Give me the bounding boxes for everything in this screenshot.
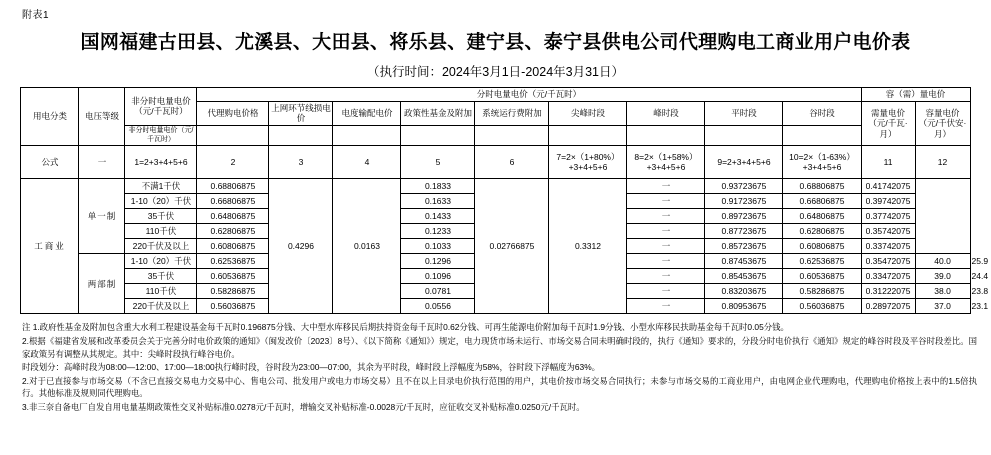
- header-flat: 平时段: [705, 101, 783, 125]
- row-peak-top: 一: [627, 299, 705, 314]
- row-nonpeak: 0.60536875: [197, 269, 269, 284]
- row-valley: 0.39742075: [861, 194, 915, 209]
- row-voltage: 35千伏: [125, 269, 197, 284]
- header-grid-allocation: 电度输配电价: [333, 101, 401, 125]
- page-root: [0, 6, 991, 455]
- row-valley: 0.35472075: [861, 254, 915, 269]
- row-flat: 0.62536875: [783, 254, 861, 269]
- row-gov: 0.02766875: [475, 179, 549, 314]
- row-network: 0.0163: [333, 179, 401, 314]
- row-peak-top: 一: [627, 254, 705, 269]
- row-nonpeak: 0.62536875: [197, 254, 269, 269]
- row-demand: 38.0: [915, 284, 970, 299]
- formula-row: [21, 146, 970, 179]
- row-valley: 0.37742075: [861, 209, 915, 224]
- row-grid: 0.1233: [401, 224, 475, 239]
- row-peak-top: 一: [627, 179, 705, 194]
- row-nonpeak: 0.62806875: [197, 224, 269, 239]
- header-capacity-price: 容量电价（元/千伏安·月）: [915, 101, 970, 146]
- row-peak: 0.80953675: [705, 299, 783, 314]
- row-peak-top: 一: [627, 284, 705, 299]
- row-peak-top: 一: [627, 239, 705, 254]
- formula-voltage: 一: [79, 146, 125, 179]
- row-flat: 0.68806875: [783, 179, 861, 194]
- header-agent-price-2: [197, 125, 269, 146]
- row-valley: 0.33472075: [861, 269, 915, 284]
- table-label: 附表1: [22, 10, 50, 21]
- header-demand-price: 需量电价（元/千瓦·月）: [861, 101, 915, 146]
- note-item: 3.非三奈自备电厂自发自用电量基期政策性交叉补贴标准0.0278元/千瓦时，增输交叉补贴标准-0.0028元/千瓦时，应征收交叉补贴标准0.0250元/千瓦时。: [22, 402, 585, 413]
- formula-demand: 11: [861, 146, 915, 179]
- formula-gov: 5: [401, 146, 475, 179]
- row-flat: 0.62806875: [783, 224, 861, 239]
- row-flat: 0.56036875: [783, 299, 861, 314]
- row-valley: 0.41742075: [861, 179, 915, 194]
- table-row: 110千伏 0.58286875 0.0781 一 0.83203675 0.58286875 0.31222075 38.0 23.8: [21, 284, 970, 299]
- row-flat: 0.64806875: [783, 209, 861, 224]
- row-valley: 0.28972075: [861, 299, 915, 314]
- header-gov-fund: 政策性基金及附加: [401, 101, 475, 125]
- row-nonpeak: 0.64806875: [197, 209, 269, 224]
- formula-nonpeak: 1=2+3+4+5+6: [125, 146, 197, 179]
- notes-section: [22, 321, 977, 413]
- row-nonpeak: 0.58286875: [197, 284, 269, 299]
- row-peak: 0.87723675: [705, 224, 783, 239]
- row-grid: 0.1633: [401, 194, 475, 209]
- row-peak-top: 一: [627, 269, 705, 284]
- note-item: 时段划分：高峰时段为08:00—12:00、17:00—18:00执行峰时段，谷时段为23:00—07:00，其余为平时段，峰时段上浮幅度为58%，谷时段下浮幅度为63%。: [22, 362, 601, 373]
- row-demand: 37.0: [915, 299, 970, 314]
- category-single: 单一制: [79, 179, 125, 254]
- row-sysop: 0.3312: [549, 179, 627, 314]
- row-grid: 0.0556: [401, 299, 475, 314]
- row-voltage: 220千伏及以上: [125, 239, 197, 254]
- formula-capacity: 12: [915, 146, 970, 179]
- header-valley: 谷时段: [783, 101, 861, 125]
- row-peak: 0.85453675: [705, 269, 783, 284]
- header-gov-fund-2: [401, 125, 475, 146]
- header-peak-2: [627, 125, 705, 146]
- header-category: 用电分类: [21, 88, 79, 146]
- header-flat-2: [705, 125, 783, 146]
- row-peak-top: 一: [627, 209, 705, 224]
- row-demand: 40.0: [915, 254, 970, 269]
- row-grid: 0.0781: [401, 284, 475, 299]
- row-voltage: 1-10（20）千伏: [125, 194, 197, 209]
- header-system-operation: 系统运行费附加: [475, 101, 549, 125]
- header-peak-top: 尖峰时段: [549, 101, 627, 125]
- row-nonpeak: 0.66806875: [197, 194, 269, 209]
- formula-network: 3: [269, 146, 333, 179]
- header-grid-allocation-2: [333, 125, 401, 146]
- header-peak: 峰时段: [627, 101, 705, 125]
- header-valley-2: [783, 125, 861, 146]
- row-valley: 0.31222075: [861, 284, 915, 299]
- row-valley: 0.35742075: [861, 224, 915, 239]
- header-nonpeak-unit: 非分时电量电价（元/千瓦时）: [125, 125, 197, 146]
- formula-agent: 2: [197, 146, 269, 179]
- category-two-part: 两部制: [79, 254, 125, 314]
- table-row: 35千伏 0.60536875 0.1096 一 0.85453675 0.60536875 0.33472075 39.0 24.4: [21, 269, 970, 284]
- page-title: 国网福建古田县、尤溪县、大田县、将乐县、建宁县、泰宁县供电公司代理购电工商业用户电价表: [80, 32, 911, 53]
- row-flat: 0.58286875: [783, 284, 861, 299]
- table-row: [21, 179, 970, 194]
- header-peak-top-2: [549, 125, 627, 146]
- row-peak-top: 一: [627, 224, 705, 239]
- header-capacity-group: 容（需）量电价: [861, 88, 970, 102]
- header-network-transfer: 上网环节线损电价: [269, 101, 333, 125]
- formula-label: 公式: [21, 146, 79, 179]
- row-peak: 0.85723675: [705, 239, 783, 254]
- header-agent-price: 代理购电价格: [197, 101, 269, 125]
- header-timeshare-group: 分时电量电价（元/千瓦时）: [197, 88, 861, 102]
- row-valley: 0.33742075: [861, 239, 915, 254]
- header-network-transfer-2: [269, 125, 333, 146]
- note-item: 2.对于已直接参与市场交易（不含已直接交易电力交易中心、售电公司、批发用户或电力市场交易）且不在以上目录电价执行范围的用户，其电价按市场交易合同执行；未参与市场交易的工商业用户，由电网企业代理购电，代理购电价格按上表中的1.5倍执行。其他标准及规则同代理购电。: [22, 375, 977, 399]
- note-item: 2.根据《福建省发展和改革委员会关于完善分时电价政策的通知》（闽发改价〔2023〕8号）、《以下简称《通知》）规定，电力现货市场未运行、市场交易合同未明确时段的，执行《通知》要求的，分段分时电价执行《通知》规定的峰谷时段及平谷时段差比。国家政策另有调整从其规定。其中：尖峰时段执行峰谷电价。: [22, 335, 977, 359]
- formula-valley: 10=2×（1-63%）+3+4+5+6: [783, 146, 861, 179]
- row-flat: 0.66806875: [783, 194, 861, 209]
- row-voltage: 1-10（20）千伏: [125, 254, 197, 269]
- formula-flat: 9=2+3+4+5+6: [705, 146, 783, 179]
- formula-peak-top: 7=2×（1+80%）+3+4+5+6: [549, 146, 627, 179]
- row-peak: 0.89723675: [705, 209, 783, 224]
- row-nonpeak: 0.68806875: [197, 179, 269, 194]
- table-row: 两部制 1-10（20）千伏 0.62536875 0.1296 一 0.87453675 0.62536875 0.35472075 40.0 25.9: [21, 254, 970, 269]
- table-header-row-3: [21, 125, 970, 146]
- row-voltage: 不满1千伏: [125, 179, 197, 194]
- row-grid: 0.1033: [401, 239, 475, 254]
- row-flat: 0.60806875: [783, 239, 861, 254]
- row-voltage: 110千伏: [125, 284, 197, 299]
- row-agent: 0.4296: [269, 179, 333, 314]
- row-grid: 0.1096: [401, 269, 475, 284]
- formula-grid: 4: [333, 146, 401, 179]
- note-item: 注 1.政府性基金及附加包含重大水利工程建设基金每千瓦时0.196875分钱、大中型水库移民后期扶持资金每千瓦时0.62分钱、可再生能源电价附加每千瓦时1.9分钱、小型水库移民扶助基金每千瓦时0.05分钱。: [22, 322, 789, 333]
- row-voltage: 220千伏及以上: [125, 299, 197, 314]
- row-nonpeak: 0.56036875: [197, 299, 269, 314]
- table-header-row-1: [21, 88, 970, 102]
- header-nonpeak-group: 非分时电量电价（元/千瓦时）: [125, 88, 197, 126]
- row-peak: 0.93723675: [705, 179, 783, 194]
- row-nonpeak: 0.60806875: [197, 239, 269, 254]
- row-peak: 0.87453675: [705, 254, 783, 269]
- row-peak: 0.83203675: [705, 284, 783, 299]
- price-table: [20, 87, 989, 314]
- formula-peak: 8=2×（1+58%）+3+4+5+6: [627, 146, 705, 179]
- row-grid: 0.1296: [401, 254, 475, 269]
- row-peak-top: 一: [627, 194, 705, 209]
- row-demand: 39.0: [915, 269, 970, 284]
- header-voltage: 电压等级: [79, 88, 125, 146]
- row-voltage: 110千伏: [125, 224, 197, 239]
- row-demand: [915, 179, 970, 254]
- table-row: 220千伏及以上 0.56036875 0.0556 一 0.80953675 0.56036875 0.28972075 37.0 23.1: [21, 299, 970, 314]
- row-grid: 0.1833: [401, 179, 475, 194]
- formula-sysop: 6: [475, 146, 549, 179]
- effective-period: （执行时间：2024年3月1日-2024年3月31日）: [366, 65, 625, 79]
- row-flat: 0.60536875: [783, 269, 861, 284]
- header-system-operation-2: [475, 125, 549, 146]
- row-peak: 0.91723675: [705, 194, 783, 209]
- row-grid: 0.1433: [401, 209, 475, 224]
- category-main: 工商业: [21, 179, 79, 314]
- row-voltage: 35千伏: [125, 209, 197, 224]
